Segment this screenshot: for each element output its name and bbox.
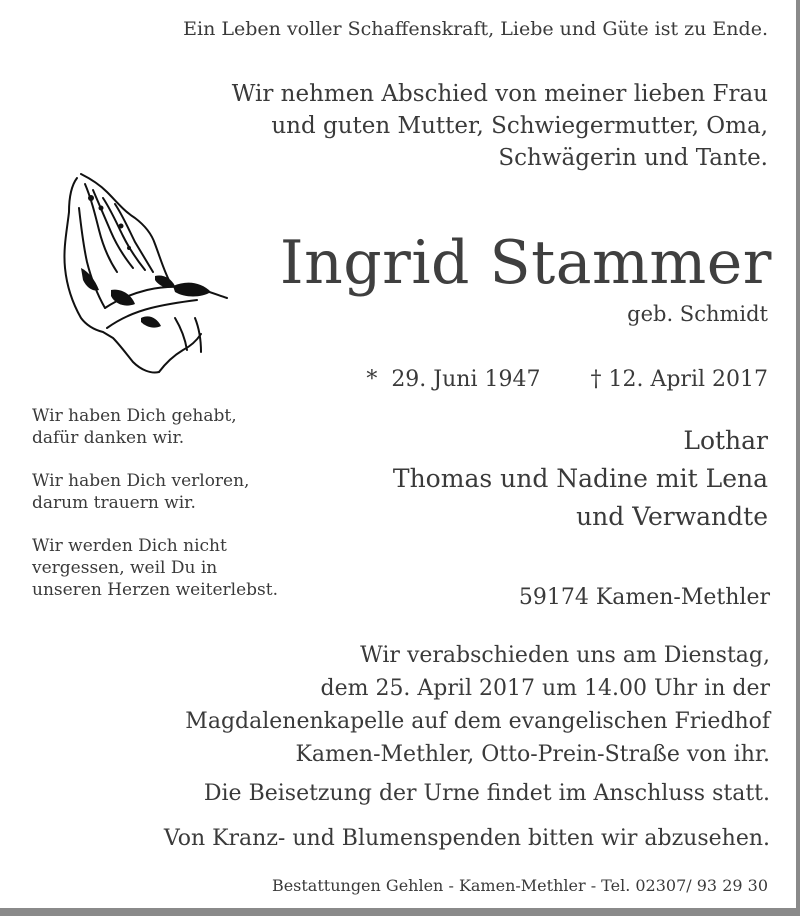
family-line: und Verwandte: [576, 502, 768, 531]
verse-line: vergessen, weil Du in: [32, 558, 218, 578]
verse-line: Wir haben Dich verloren,: [32, 471, 250, 491]
death-date: † 12. April 2017: [590, 367, 768, 392]
maiden-name: geb. Schmidt: [627, 302, 768, 326]
flowers-notice: Von Kranz- und Blumenspenden bitten wir abzusehen.: [163, 826, 770, 851]
memorial-verse: [32, 405, 278, 622]
intro-line: Ein Leben voller Schaffenskraft, Liebe und Güte ist zu Ende.: [183, 18, 768, 40]
urn-notice: Die Beisetzung der Urne findet im Anschluss statt.: [203, 781, 770, 806]
farewell-text: [232, 78, 768, 174]
farewell-line: Schwägerin und Tante.: [498, 145, 768, 171]
service-line: dem 25. April 2017 um 14.00 Uhr in der: [320, 676, 770, 701]
service-line: Kamen-Methler, Otto-Prein-Straße von ihr.: [295, 742, 770, 767]
deceased-name: Ingrid Stammer: [279, 228, 772, 298]
farewell-line: und guten Mutter, Schwiegermutter, Oma,: [271, 113, 768, 139]
verse-line: dafür danken wir.: [32, 428, 185, 448]
praying-hands-icon: [55, 168, 235, 380]
verse-stanza: [32, 470, 278, 514]
verse-line: darum trauern wir.: [32, 493, 196, 513]
service-details: [185, 639, 770, 771]
life-dates: [338, 342, 768, 417]
family-line: Thomas und Nadine mit Lena: [392, 464, 768, 493]
verse-line: unseren Herzen weiterlebst.: [32, 580, 279, 600]
undertaker-info: Bestattungen Gehlen - Kamen-Methler - Tel. 02307/ 93 29 30: [271, 876, 768, 895]
family-line: Lothar: [683, 426, 768, 455]
family-location: 59174 Kamen-Methler: [518, 585, 770, 610]
farewell-line: Wir nehmen Abschied von meiner lieben Frau: [231, 81, 768, 107]
verse-line: Wir haben Dich gehabt,: [32, 406, 237, 426]
verse-stanza: [32, 535, 278, 601]
service-line: Wir verabschieden uns am Dienstag,: [360, 643, 770, 668]
service-line: Magdalenenkapelle auf dem evangelischen Friedhof: [185, 709, 770, 734]
verse-line: Wir werden Dich nicht: [32, 536, 227, 556]
verse-stanza: [32, 405, 278, 449]
birth-date: * 29. Juni 1947: [366, 367, 541, 392]
family-members: [393, 422, 768, 536]
